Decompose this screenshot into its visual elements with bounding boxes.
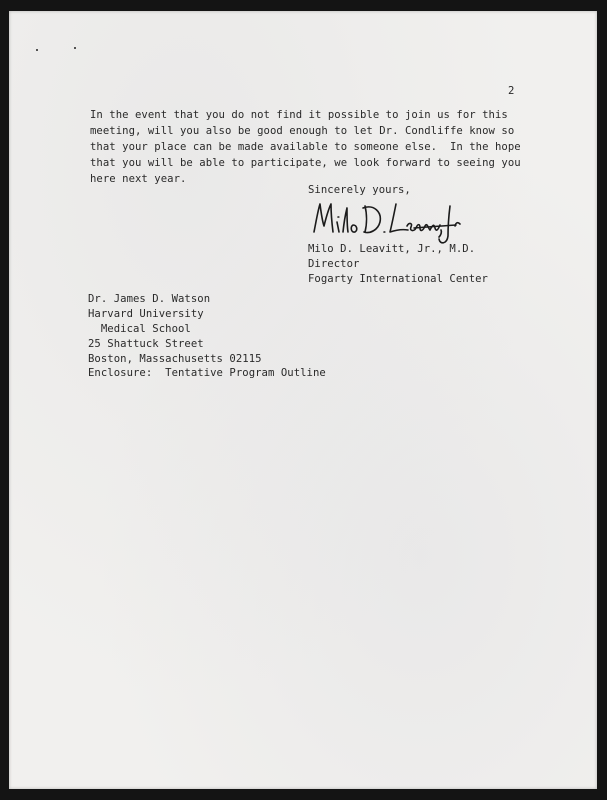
paper-mark: [36, 49, 38, 51]
body-line: In the event that you do not find it possible to join us for this: [90, 109, 508, 121]
page-number: 2: [508, 85, 515, 97]
signer-title: Director: [308, 258, 360, 270]
body-line: that you will be able to participate, we look forward to seeing you: [90, 157, 521, 169]
body-line: that your place can be made available to someone else. In the hope: [90, 141, 521, 153]
signer-organization: Fogarty International Center: [308, 273, 488, 285]
body-line: meeting, will you also be good enough to let Dr. Condliffe know so: [90, 125, 515, 137]
recipient-line: Harvard University: [88, 308, 204, 320]
recipient-line: Dr. James D. Watson: [88, 293, 211, 305]
recipient-line: 25 Shattuck Street: [88, 338, 204, 350]
recipient-line: Medical School: [88, 323, 191, 335]
signature-image: [310, 192, 470, 248]
signer-name: Milo D. Leavitt, Jr., M.D.: [308, 243, 476, 255]
closing: Sincerely yours,: [308, 184, 411, 196]
letter-page: [9, 11, 597, 789]
paper-mark: [74, 47, 76, 49]
body-line: here next year.: [90, 173, 187, 185]
recipient-line: Boston, Massachusetts 02115: [88, 353, 262, 365]
enclosure-note: Enclosure: Tentative Program Outline: [88, 367, 326, 379]
